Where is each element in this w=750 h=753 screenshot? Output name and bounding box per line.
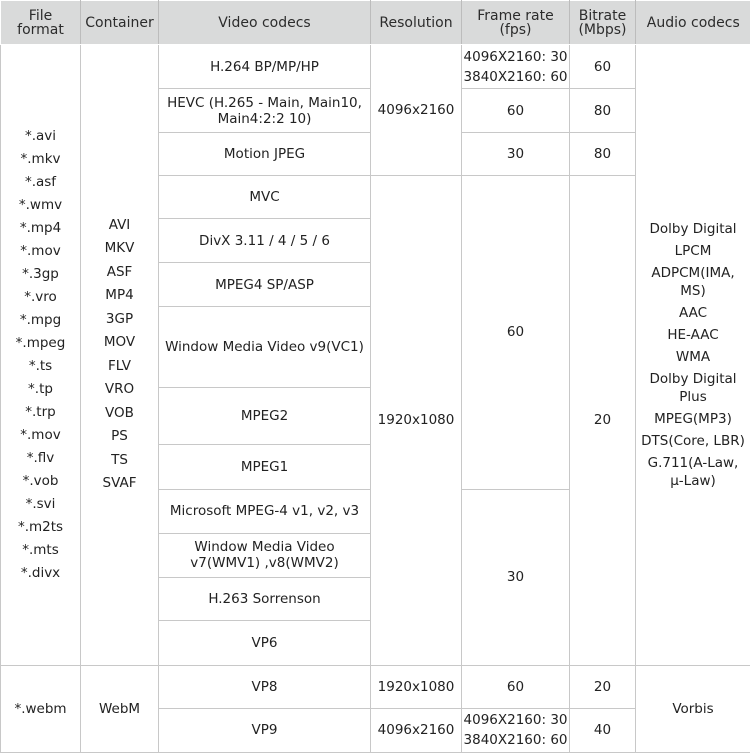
audio-codec-item: WMA	[675, 348, 711, 365]
container-item: PS	[111, 428, 128, 445]
video-codec-text: Window Media Video v7(WMV1) ,v8(WMV2)	[190, 539, 339, 572]
table-row	[1, 665, 750, 708]
container-item: VOB	[105, 404, 134, 421]
bitrate-cell: 40	[570, 708, 636, 752]
resolution-cell: 4096x2160	[371, 45, 462, 176]
resolution-cell: 1920x1080	[371, 665, 462, 708]
file-format-item: *.mkv	[20, 150, 61, 167]
frame-rate-cell	[462, 45, 570, 89]
file-format-item: *.mpg	[19, 311, 62, 328]
container-item: MOV	[103, 334, 136, 351]
bitrate-cell: 60	[570, 45, 636, 89]
table-row	[1, 45, 750, 89]
frame-rate-cell: 60	[462, 176, 570, 489]
container-item: FLV	[107, 357, 132, 374]
frame-rate-line: 4096X2160: 30	[463, 48, 568, 65]
file-format-item: *.mov	[20, 426, 61, 443]
video-codec-cell	[159, 533, 371, 577]
file-format-item: *.flv	[26, 449, 55, 466]
header-row	[1, 1, 750, 45]
file-format-item: *.vob	[22, 472, 59, 489]
header-frame-rate	[462, 1, 570, 45]
resolution-cell: 1920x1080	[371, 176, 462, 666]
video-codec-cell: H.264 BP/MP/HP	[159, 45, 371, 89]
audio-codec-list	[636, 45, 750, 666]
audio-codec-item: Dolby Digital	[649, 220, 737, 237]
audio-codec-item: MPEG(MP3)	[654, 410, 732, 427]
container-cell: WebM	[81, 665, 159, 752]
audio-codec-cell: Vorbis	[636, 665, 750, 752]
audio-codec-item: Dolby Digital Plus	[649, 370, 737, 405]
frame-rate-line: 3840X2160: 60	[463, 68, 568, 85]
header-bitrate-line1: Bitrate	[578, 7, 627, 24]
container-item: VRO	[104, 381, 135, 398]
file-format-item: *.vro	[24, 288, 57, 305]
file-format-item: *.divx	[20, 564, 61, 581]
header-bitrate	[570, 1, 636, 45]
container-item: TS	[111, 451, 128, 468]
header-bitrate-line2: (Mbps)	[578, 21, 627, 38]
file-format-cell: *.webm	[1, 665, 81, 752]
audio-codec-item: ADPCM(IMA, MS)	[651, 264, 735, 299]
video-codec-cell: Microsoft MPEG-4 v1, v2, v3	[159, 489, 371, 533]
video-codec-cell: MPEG4 SP/ASP	[159, 263, 371, 307]
file-format-item: *.mov	[20, 242, 61, 259]
video-codec-cell: VP6	[159, 620, 371, 665]
video-codec-cell: Motion JPEG	[159, 133, 371, 176]
video-codec-cell: H.263 Sorrenson	[159, 577, 371, 620]
file-format-item: *.mpeg	[15, 334, 66, 351]
file-format-item: *.tp	[28, 380, 53, 397]
container-item: 3GP	[105, 310, 134, 327]
video-codec-cell: VP8	[159, 665, 371, 708]
frame-rate-line: 3840X2160: 60	[463, 732, 568, 749]
container-item: AVI	[108, 216, 131, 233]
frame-rate-cell: 30	[462, 133, 570, 176]
resolution-cell: 4096x2160	[371, 708, 462, 752]
audio-codec-item: G.711(A-Law, μ-Law)	[647, 454, 739, 489]
file-format-item: *.wmv	[18, 196, 63, 213]
container-item: SVAF	[102, 475, 137, 492]
audio-codec-item: AAC	[678, 304, 708, 321]
video-codec-cell	[159, 89, 371, 133]
header-file-format-line2: format	[17, 21, 64, 38]
file-format-item: *.ts	[28, 357, 53, 374]
video-codec-cell: Window Media Video v9(VC1)	[159, 307, 371, 388]
file-format-item: *.svi	[25, 495, 56, 512]
bitrate-cell: 80	[570, 89, 636, 133]
video-codec-cell: DivX 3.11 / 4 / 5 / 6	[159, 219, 371, 263]
header-file-format-line1: File	[28, 7, 53, 24]
frame-rate-cell	[462, 708, 570, 752]
header-audio-codecs: Audio codecs	[636, 1, 750, 45]
container-list	[81, 45, 159, 666]
file-format-item: *.mp4	[19, 219, 62, 236]
bitrate-cell: 20	[570, 176, 636, 666]
container-item: MP4	[105, 287, 134, 304]
file-format-item: *.asf	[24, 173, 57, 190]
frame-rate-cell: 60	[462, 665, 570, 708]
file-format-item: *.avi	[24, 127, 57, 144]
file-format-item: *.m2ts	[17, 518, 64, 535]
audio-codec-item: HE-AAC	[667, 326, 719, 343]
bitrate-cell: 80	[570, 133, 636, 176]
video-codec-cell: MPEG1	[159, 445, 371, 489]
container-item: ASF	[106, 263, 133, 280]
file-format-item: *.trp	[25, 403, 56, 420]
file-format-item: *.3gp	[22, 265, 59, 282]
bitrate-cell: 20	[570, 665, 636, 708]
video-codec-cell: MPEG2	[159, 388, 371, 445]
header-container: Container	[81, 1, 159, 45]
file-format-item: *.mts	[22, 541, 59, 558]
frame-rate-line: 4096X2160: 30	[463, 712, 568, 729]
header-frame-rate-line2: (fps)	[499, 21, 532, 38]
audio-codec-item: DTS(Core, LBR)	[641, 432, 745, 449]
video-codec-cell: VP9	[159, 708, 371, 752]
frame-rate-cell: 60	[462, 89, 570, 133]
header-resolution: Resolution	[371, 1, 462, 45]
header-frame-rate-line1: Frame rate	[477, 7, 554, 24]
container-item: MKV	[104, 240, 135, 257]
header-file-format	[1, 1, 81, 45]
header-video-codecs: Video codecs	[159, 1, 371, 45]
video-codec-text: HEVC (H.265 - Main, Main10, Main4:2:2 10)	[167, 94, 362, 127]
frame-rate-cell: 30	[462, 489, 570, 665]
file-format-list	[1, 45, 81, 666]
audio-codec-item: LPCM	[674, 242, 712, 259]
video-codec-cell: MVC	[159, 176, 371, 219]
